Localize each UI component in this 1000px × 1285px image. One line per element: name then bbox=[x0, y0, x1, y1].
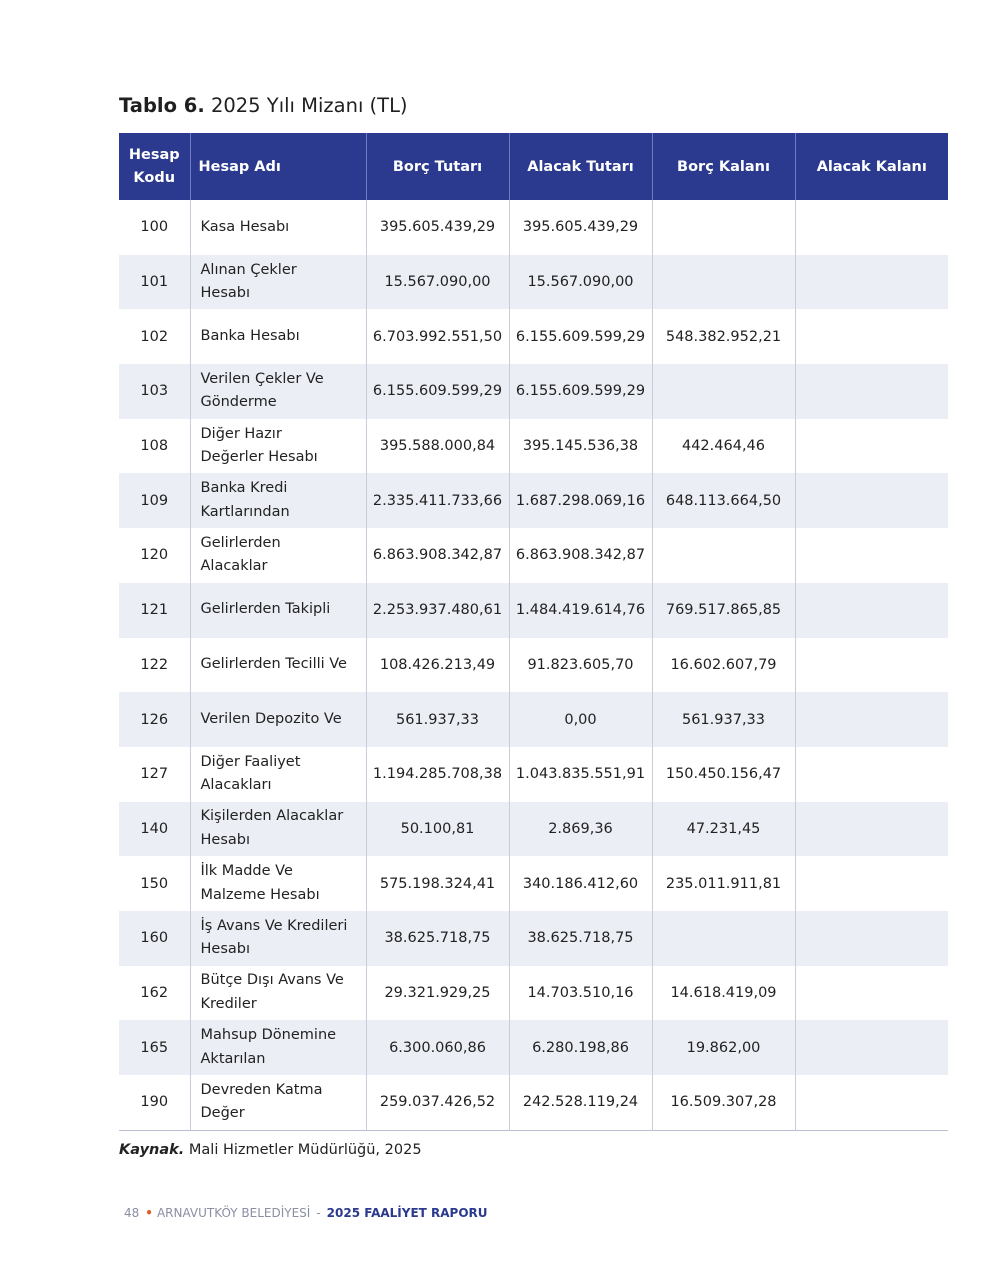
table-header bbox=[119, 133, 948, 200]
table-row bbox=[119, 255, 948, 310]
cell-hesap-adi: Mahsup Dönemine Aktarılan bbox=[190, 1020, 366, 1075]
table-row bbox=[119, 583, 948, 638]
cell-borc-kalani: 769.517.865,85 bbox=[652, 583, 795, 638]
cell-hesap-adi: Devreden Katma Değer bbox=[190, 1075, 366, 1130]
table-row bbox=[119, 911, 948, 966]
cell-borc-kalani bbox=[652, 528, 795, 583]
cell-borc-kalani: 47.231,45 bbox=[652, 802, 795, 857]
cell-borc-tutari: 6.863.908.342,87 bbox=[366, 528, 509, 583]
cell-hesap-adi: Banka Hesabı bbox=[190, 309, 366, 364]
cell-borc-tutari: 1.194.285.708,38 bbox=[366, 747, 509, 802]
cell-alacak-kalani bbox=[795, 309, 948, 364]
cell-borc-kalani: 548.382.952,21 bbox=[652, 309, 795, 364]
cell-borc-kalani: 648.113.664,50 bbox=[652, 473, 795, 528]
cell-hesap-kodu: 127 bbox=[119, 747, 190, 802]
cell-hesap-adi: Kasa Hesabı bbox=[190, 200, 366, 255]
cell-hesap-adi: Gelirlerden Alacaklar bbox=[190, 528, 366, 583]
cell-borc-kalani: 150.450.156,47 bbox=[652, 747, 795, 802]
cell-hesap-kodu: 120 bbox=[119, 528, 190, 583]
cell-hesap-kodu: 126 bbox=[119, 692, 190, 747]
page-footer bbox=[124, 1206, 488, 1220]
cell-borc-kalani: 235.011.911,81 bbox=[652, 856, 795, 911]
table-row bbox=[119, 364, 948, 419]
report-title: 2025 FAALİYET RAPORU bbox=[326, 1206, 488, 1220]
cell-hesap-kodu: 103 bbox=[119, 364, 190, 419]
header-borc-kalani: Borç Kalanı bbox=[652, 133, 795, 200]
table-row bbox=[119, 419, 948, 474]
cell-hesap-kodu: 190 bbox=[119, 1075, 190, 1130]
cell-hesap-adi: Diğer Faaliyet Alacakları bbox=[190, 747, 366, 802]
cell-borc-tutari: 6.300.060,86 bbox=[366, 1020, 509, 1075]
cell-alacak-tutari: 1.687.298.069,16 bbox=[509, 473, 652, 528]
table-caption-lead: Tablo 6. bbox=[119, 94, 205, 117]
cell-alacak-kalani bbox=[795, 747, 948, 802]
cell-hesap-adi: Gelirlerden Tecilli Ve bbox=[190, 638, 366, 693]
table-row bbox=[119, 692, 948, 747]
cell-alacak-kalani bbox=[795, 419, 948, 474]
cell-hesap-adi: Kişilerden Alacaklar Hesabı bbox=[190, 802, 366, 857]
mizan-table-container bbox=[119, 133, 948, 1131]
table-row bbox=[119, 1020, 948, 1075]
cell-borc-tutari: 6.155.609.599,29 bbox=[366, 364, 509, 419]
cell-borc-kalani: 561.937,33 bbox=[652, 692, 795, 747]
cell-hesap-kodu: 162 bbox=[119, 966, 190, 1021]
cell-alacak-tutari: 0,00 bbox=[509, 692, 652, 747]
cell-alacak-tutari: 14.703.510,16 bbox=[509, 966, 652, 1021]
cell-borc-tutari: 561.937,33 bbox=[366, 692, 509, 747]
table-row bbox=[119, 200, 948, 255]
table-row bbox=[119, 747, 948, 802]
cell-alacak-tutari: 2.869,36 bbox=[509, 802, 652, 857]
table-row bbox=[119, 528, 948, 583]
cell-borc-tutari: 50.100,81 bbox=[366, 802, 509, 857]
cell-borc-kalani bbox=[652, 364, 795, 419]
cell-alacak-tutari: 6.155.609.599,29 bbox=[509, 309, 652, 364]
cell-borc-tutari: 108.426.213,49 bbox=[366, 638, 509, 693]
cell-alacak-kalani bbox=[795, 911, 948, 966]
cell-hesap-adi: Verilen Depozito Ve bbox=[190, 692, 366, 747]
cell-hesap-kodu: 102 bbox=[119, 309, 190, 364]
table-row bbox=[119, 473, 948, 528]
bullet-dot-icon: • bbox=[145, 1206, 153, 1220]
cell-alacak-kalani bbox=[795, 528, 948, 583]
cell-alacak-kalani bbox=[795, 364, 948, 419]
table-header-row bbox=[119, 133, 948, 200]
cell-borc-tutari: 395.588.000,84 bbox=[366, 419, 509, 474]
cell-borc-tutari: 575.198.324,41 bbox=[366, 856, 509, 911]
cell-hesap-kodu: 122 bbox=[119, 638, 190, 693]
table-row bbox=[119, 802, 948, 857]
organization-name: ARNAVUTKÖY BELEDİYESİ bbox=[156, 1206, 311, 1220]
cell-borc-tutari: 2.335.411.733,66 bbox=[366, 473, 509, 528]
cell-hesap-adi: Alınan Çekler Hesabı bbox=[190, 255, 366, 310]
cell-hesap-kodu: 165 bbox=[119, 1020, 190, 1075]
cell-hesap-kodu: 101 bbox=[119, 255, 190, 310]
cell-borc-kalani: 14.618.419,09 bbox=[652, 966, 795, 1021]
cell-hesap-adi: Diğer Hazır Değerler Hesabı bbox=[190, 419, 366, 474]
cell-alacak-tutari: 15.567.090,00 bbox=[509, 255, 652, 310]
cell-borc-kalani: 16.509.307,28 bbox=[652, 1075, 795, 1130]
page-number: 48 bbox=[124, 1206, 140, 1220]
cell-alacak-kalani bbox=[795, 692, 948, 747]
table-row bbox=[119, 309, 948, 364]
cell-alacak-kalani bbox=[795, 583, 948, 638]
cell-hesap-kodu: 100 bbox=[119, 200, 190, 255]
cell-borc-kalani: 19.862,00 bbox=[652, 1020, 795, 1075]
cell-borc-tutari: 2.253.937.480,61 bbox=[366, 583, 509, 638]
cell-hesap-adi: Banka Kredi Kartlarından bbox=[190, 473, 366, 528]
cell-borc-tutari: 6.703.992.551,50 bbox=[366, 309, 509, 364]
cell-alacak-tutari: 6.863.908.342,87 bbox=[509, 528, 652, 583]
cell-alacak-kalani bbox=[795, 1075, 948, 1130]
source-note-lead: Kaynak. bbox=[119, 1142, 185, 1158]
cell-alacak-kalani bbox=[795, 255, 948, 310]
cell-alacak-tutari: 91.823.605,70 bbox=[509, 638, 652, 693]
cell-hesap-adi: Verilen Çekler Ve Gönderme bbox=[190, 364, 366, 419]
cell-hesap-kodu: 109 bbox=[119, 473, 190, 528]
cell-alacak-kalani bbox=[795, 473, 948, 528]
cell-alacak-tutari: 242.528.119,24 bbox=[509, 1075, 652, 1130]
cell-borc-tutari: 29.321.929,25 bbox=[366, 966, 509, 1021]
cell-alacak-kalani bbox=[795, 802, 948, 857]
cell-alacak-kalani bbox=[795, 1020, 948, 1075]
cell-hesap-kodu: 140 bbox=[119, 802, 190, 857]
cell-alacak-tutari: 6.155.609.599,29 bbox=[509, 364, 652, 419]
footer-separator: - bbox=[316, 1206, 321, 1220]
source-note bbox=[119, 1142, 422, 1158]
cell-alacak-tutari: 38.625.718,75 bbox=[509, 911, 652, 966]
cell-hesap-adi: Bütçe Dışı Avans Ve Krediler bbox=[190, 966, 366, 1021]
cell-alacak-kalani bbox=[795, 966, 948, 1021]
cell-alacak-kalani bbox=[795, 200, 948, 255]
cell-alacak-kalani bbox=[795, 638, 948, 693]
cell-hesap-kodu: 160 bbox=[119, 911, 190, 966]
cell-hesap-kodu: 108 bbox=[119, 419, 190, 474]
cell-hesap-kodu: 150 bbox=[119, 856, 190, 911]
table-caption bbox=[119, 94, 408, 117]
header-borc-tutari: Borç Tutarı bbox=[366, 133, 509, 200]
cell-borc-kalani bbox=[652, 911, 795, 966]
header-alacak-kalani: Alacak Kalanı bbox=[795, 133, 948, 200]
header-hesap-kodu: Hesap Kodu bbox=[119, 133, 190, 200]
cell-hesap-adi: İş Avans Ve Kredileri Hesabı bbox=[190, 911, 366, 966]
table-row bbox=[119, 638, 948, 693]
header-alacak-tutari: Alacak Tutarı bbox=[509, 133, 652, 200]
header-hesap-adi: Hesap Adı bbox=[190, 133, 366, 200]
cell-alacak-tutari: 1.043.835.551,91 bbox=[509, 747, 652, 802]
table-row bbox=[119, 966, 948, 1021]
source-note-text: Mali Hizmetler Müdürlüğü, 2025 bbox=[184, 1142, 422, 1158]
cell-alacak-kalani bbox=[795, 856, 948, 911]
cell-alacak-tutari: 1.484.419.614,76 bbox=[509, 583, 652, 638]
cell-borc-kalani: 442.464,46 bbox=[652, 419, 795, 474]
cell-alacak-tutari: 395.145.536,38 bbox=[509, 419, 652, 474]
cell-alacak-tutari: 340.186.412,60 bbox=[509, 856, 652, 911]
cell-borc-kalani: 16.602.607,79 bbox=[652, 638, 795, 693]
table-caption-title: 2025 Yılı Mizanı (TL) bbox=[204, 94, 408, 117]
cell-alacak-tutari: 395.605.439,29 bbox=[509, 200, 652, 255]
mizan-table bbox=[119, 133, 948, 1131]
cell-hesap-kodu: 121 bbox=[119, 583, 190, 638]
cell-hesap-adi: İlk Madde Ve Malzeme Hesabı bbox=[190, 856, 366, 911]
cell-alacak-tutari: 6.280.198,86 bbox=[509, 1020, 652, 1075]
table-row bbox=[119, 856, 948, 911]
cell-borc-kalani bbox=[652, 200, 795, 255]
cell-borc-tutari: 38.625.718,75 bbox=[366, 911, 509, 966]
table-body bbox=[119, 200, 948, 1130]
table-row bbox=[119, 1075, 948, 1130]
cell-hesap-adi: Gelirlerden Takipli bbox=[190, 583, 366, 638]
cell-borc-tutari: 395.605.439,29 bbox=[366, 200, 509, 255]
cell-borc-tutari: 259.037.426,52 bbox=[366, 1075, 509, 1130]
cell-borc-tutari: 15.567.090,00 bbox=[366, 255, 509, 310]
cell-borc-kalani bbox=[652, 255, 795, 310]
